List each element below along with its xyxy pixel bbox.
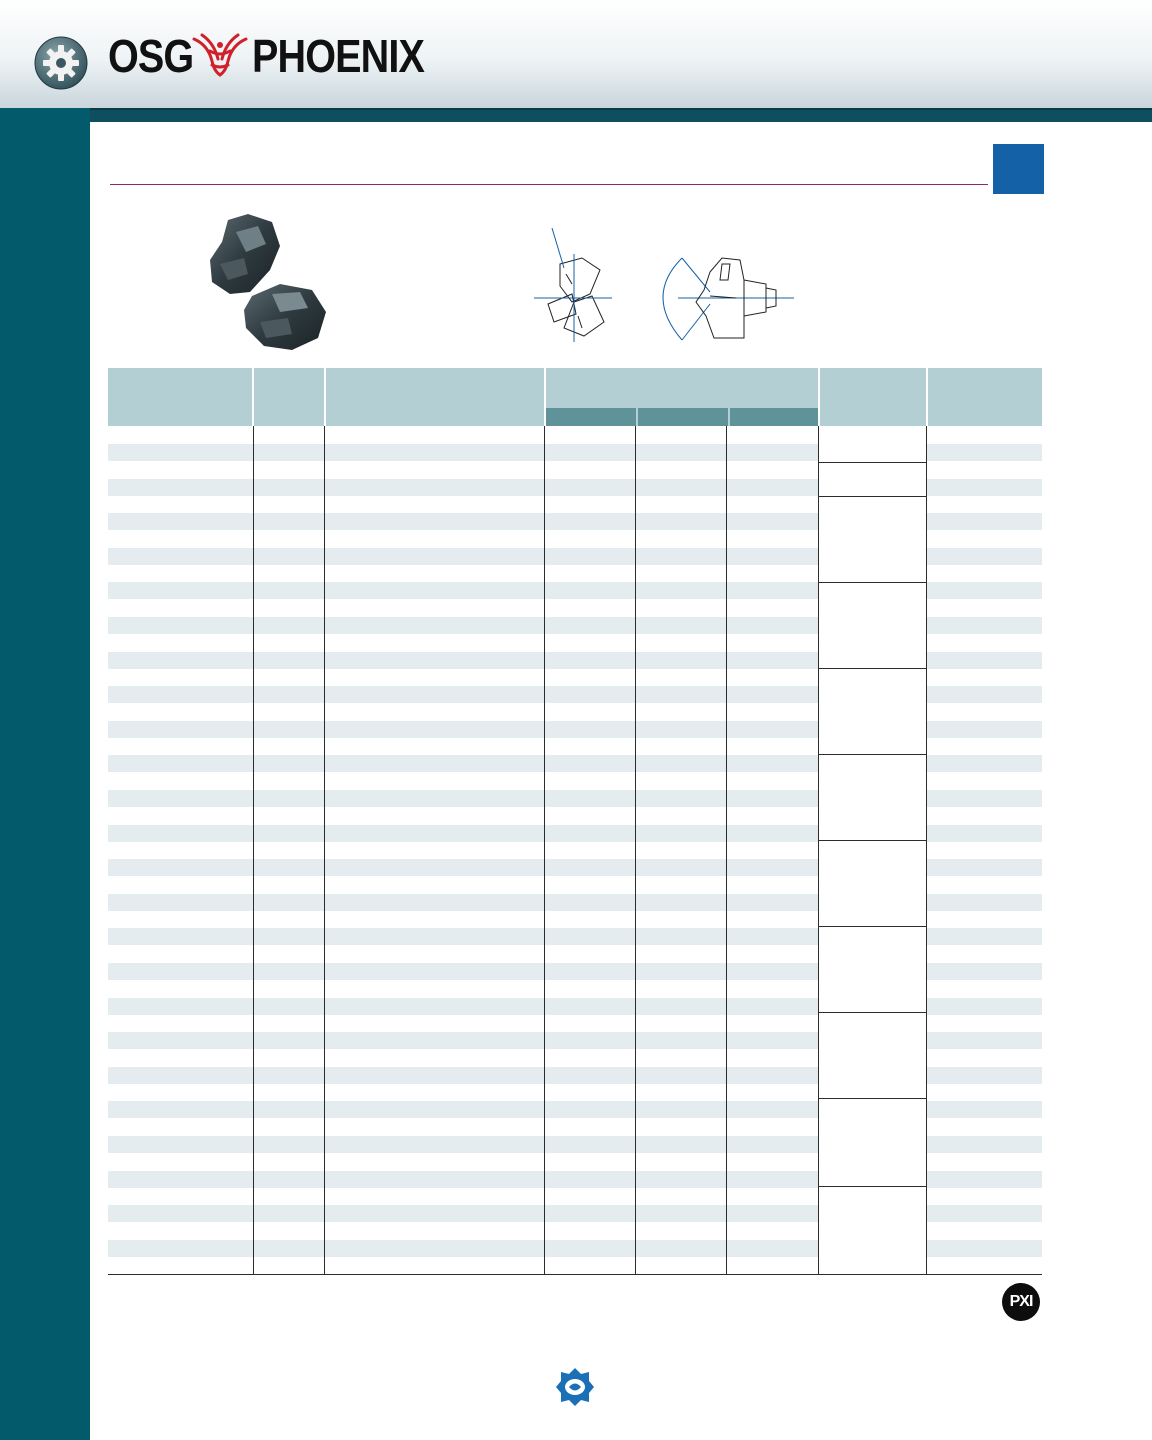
title-rule bbox=[110, 184, 988, 185]
table-group-rule bbox=[818, 496, 927, 497]
table-group-rule bbox=[818, 840, 927, 841]
table-header-cell bbox=[326, 368, 544, 426]
table-column-rule bbox=[926, 426, 927, 1274]
table-subheader-cell bbox=[546, 408, 636, 426]
table-column-rule bbox=[635, 426, 636, 1274]
table-header-cell bbox=[820, 368, 926, 426]
table-group-rule bbox=[818, 582, 927, 583]
table-group-rule bbox=[818, 754, 927, 755]
table-group-rule bbox=[818, 1012, 927, 1013]
table-header-span bbox=[546, 368, 818, 408]
table-header-cell bbox=[108, 368, 252, 426]
table-group-rule bbox=[818, 668, 927, 669]
brand-osg-text: OSG bbox=[108, 30, 194, 82]
table-bottom-rule bbox=[108, 1274, 1042, 1275]
pxi-badge: PXI bbox=[1002, 1283, 1040, 1321]
header-stripe bbox=[0, 108, 1152, 122]
brand-phoenix-text: PHOENIX bbox=[252, 30, 425, 82]
osg-footer-logo-icon bbox=[555, 1367, 595, 1407]
table-column-rule bbox=[818, 426, 819, 1274]
table-group-rule bbox=[818, 1186, 927, 1187]
insert-end-view-diagram bbox=[530, 224, 620, 348]
spec-table bbox=[108, 368, 1042, 1276]
table-column-rule bbox=[544, 426, 545, 1274]
table-header-cell bbox=[254, 368, 324, 426]
table-group-column bbox=[819, 428, 926, 1274]
brand-logo bbox=[108, 30, 452, 82]
insert-side-view-diagram bbox=[648, 250, 796, 346]
section-tab-marker bbox=[993, 144, 1044, 194]
sidebar-band bbox=[0, 108, 90, 1440]
table-column-rule bbox=[253, 426, 254, 1274]
table-column-rule bbox=[726, 426, 727, 1274]
table-group-rule bbox=[818, 1098, 927, 1099]
drill-insert-photo bbox=[200, 212, 340, 352]
table-subheader-cell bbox=[730, 408, 818, 426]
table-column-rule bbox=[324, 426, 325, 1274]
table-header-cell bbox=[928, 368, 1042, 426]
table-group-rule bbox=[818, 462, 927, 463]
table-group-rule bbox=[818, 926, 927, 927]
gear-icon bbox=[34, 36, 88, 90]
page-header bbox=[0, 0, 1152, 108]
table-subheader-cell bbox=[638, 408, 728, 426]
phoenix-bird-icon bbox=[190, 31, 250, 81]
